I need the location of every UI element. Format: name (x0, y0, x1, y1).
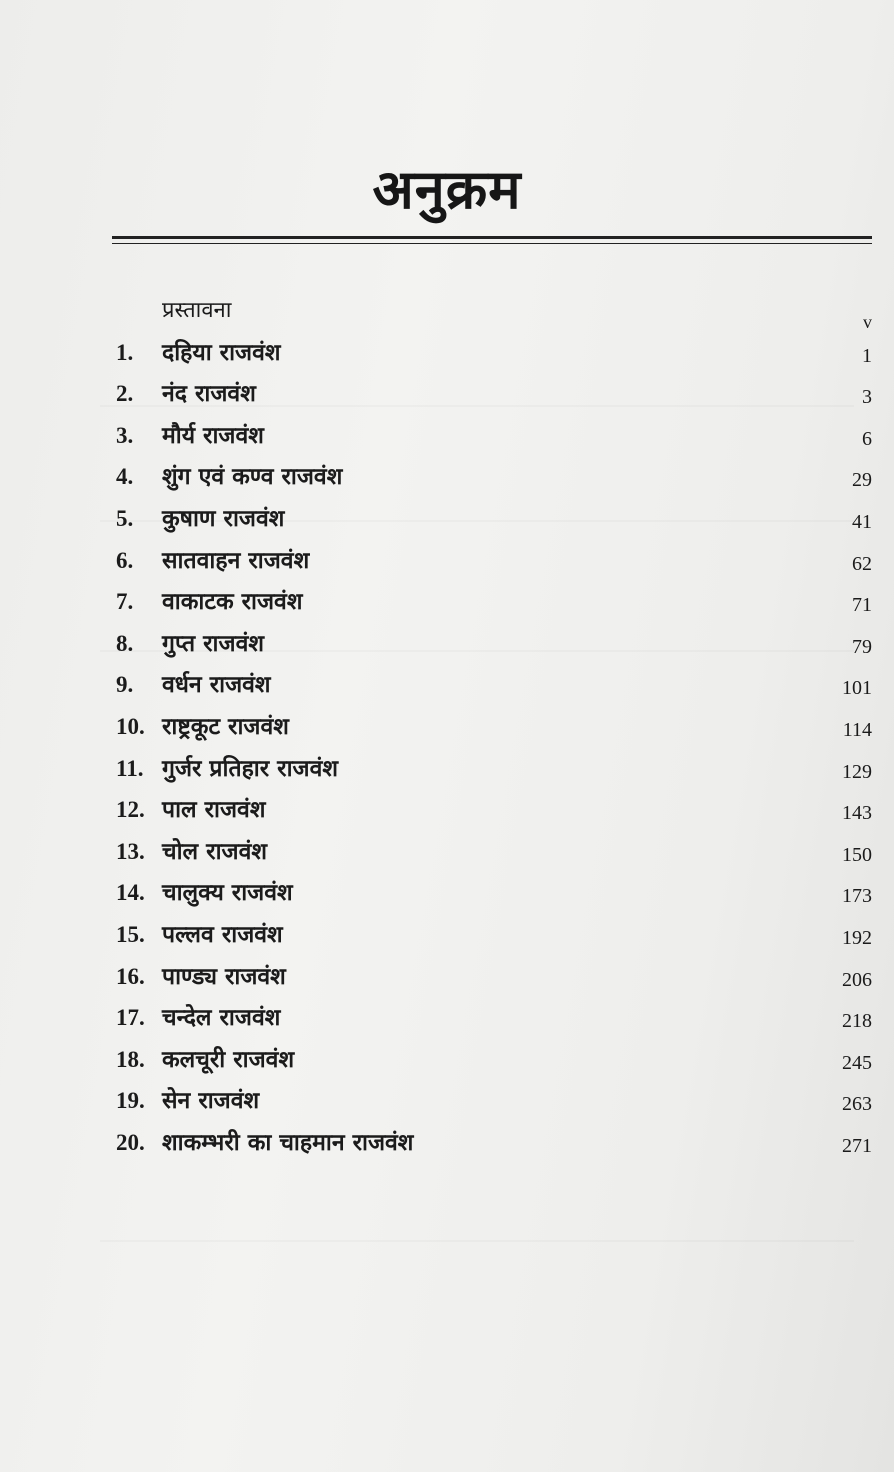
toc-entry-title: गुप्त राजवंश (162, 629, 265, 657)
toc-entry-number: 8. (116, 630, 134, 656)
table-of-contents (112, 290, 878, 1163)
toc-entry[interactable] (112, 581, 878, 623)
toc-entry-page: 3 (862, 386, 872, 409)
toc-entry-title: चोल राजवंश (162, 837, 268, 865)
toc-entry-page: 263 (842, 1093, 872, 1116)
toc-entry-title: शाकम्भरी का चाहमान राजवंश (162, 1128, 414, 1156)
toc-entry-number: 12. (116, 797, 145, 823)
toc-entry[interactable] (112, 373, 878, 415)
toc-entry[interactable] (112, 831, 878, 873)
toc-entry-title: पल्लव राजवंश (162, 920, 283, 948)
toc-entry-page: 218 (842, 1010, 872, 1033)
toc-entry-page: 150 (842, 843, 872, 866)
toc-entry-page: 143 (842, 802, 872, 825)
toc-entry-page: 29 (852, 469, 872, 492)
toc-entry[interactable] (112, 956, 878, 998)
toc-entry-number: 7. (116, 589, 134, 615)
toc-entry[interactable] (112, 789, 878, 831)
toc-entry-page: 173 (842, 885, 872, 908)
toc-entry-page: 114 (842, 718, 872, 741)
toc-entry[interactable] (112, 748, 878, 790)
toc-entry-title: सातवाहन राजवंश (162, 546, 310, 574)
toc-entry-title: पाल राजवंश (162, 796, 266, 824)
toc-entry[interactable] (112, 1122, 878, 1164)
toc-entry-title: कलचूरी राजवंश (162, 1045, 295, 1073)
toc-entry[interactable] (112, 914, 878, 956)
toc-entry[interactable] (112, 332, 878, 374)
toc-entry-number: 15. (116, 921, 145, 947)
toc-entry-number: 20. (116, 1129, 145, 1155)
toc-entry-page: 206 (842, 968, 872, 991)
toc-entry[interactable] (112, 415, 878, 457)
toc-entry-number: 18. (116, 1046, 145, 1072)
toc-entry-page: 71 (852, 594, 872, 617)
toc-entry-number: 14. (116, 880, 145, 906)
toc-entry[interactable] (112, 664, 878, 706)
toc-entry-page: 1 (862, 344, 872, 367)
toc-entry-title: चालुक्य राजवंश (162, 879, 293, 907)
toc-entry-number: 16. (116, 963, 145, 989)
page-title: अनुक्रम (372, 157, 522, 221)
toc-entry-title: सेन राजवंश (162, 1087, 260, 1115)
show-through-mark (100, 1240, 854, 1242)
toc-entry-number: 4. (116, 464, 134, 490)
toc-entry-number: 3. (116, 422, 134, 448)
toc-entry-number: 6. (116, 547, 134, 573)
toc-entry-title: प्रस्तावना (162, 298, 232, 323)
title-rule-thick (112, 236, 872, 239)
toc-entry-page: 271 (842, 1134, 872, 1157)
toc-entry-title: चन्देल राजवंश (162, 1004, 281, 1032)
toc-entry-page: 79 (852, 635, 872, 658)
toc-entry-number: 1. (116, 339, 134, 365)
title-rule-thin (112, 243, 872, 244)
toc-entry-title: पाण्ड्य राजवंश (162, 962, 286, 990)
toc-entry[interactable] (112, 1080, 878, 1122)
toc-entry-number: 11. (116, 755, 144, 781)
toc-entry-page: 129 (842, 760, 872, 783)
toc-entry-title: वाकाटक राजवंश (162, 588, 303, 616)
toc-entry-page: 245 (842, 1051, 872, 1074)
toc-entry-page: 192 (842, 926, 872, 949)
toc-entry-number: 10. (116, 713, 145, 739)
toc-entry-title: शुंग एवं कण्व राजवंश (162, 463, 343, 491)
toc-entry-page: 41 (852, 510, 872, 533)
toc-entry[interactable] (112, 540, 878, 582)
toc-entry[interactable] (112, 456, 878, 498)
toc-entry[interactable] (112, 706, 878, 748)
toc-entry-title: दहिया राजवंश (162, 338, 281, 366)
toc-entry-page: 62 (852, 552, 872, 575)
toc-entry-page: v (863, 312, 872, 332)
toc-entry-page: 101 (842, 677, 872, 700)
toc-entry[interactable] (112, 498, 878, 540)
toc-entry-number: 17. (116, 1005, 145, 1031)
toc-entry[interactable] (112, 872, 878, 914)
toc-entry-number: 2. (116, 381, 134, 407)
toc-entry-title: राष्ट्रकूट राजवंश (162, 712, 289, 740)
toc-entry-preface[interactable] (112, 290, 878, 332)
toc-entry[interactable] (112, 997, 878, 1039)
toc-entry-title: कुषाण राजवंश (162, 504, 285, 532)
toc-entry-title: मौर्य राजवंश (162, 421, 264, 449)
toc-entry-number: 5. (116, 505, 134, 531)
toc-entry-number: 9. (116, 672, 134, 698)
toc-entry-title: वर्धन राजवंश (162, 671, 271, 699)
toc-entry[interactable] (112, 1039, 878, 1081)
toc-entry-page: 6 (862, 427, 872, 450)
toc-entry-title: नंद राजवंश (162, 380, 256, 408)
toc-entry[interactable] (112, 623, 878, 665)
toc-entry-title: गुर्जर प्रतिहार राजवंश (162, 754, 339, 782)
toc-entry-number: 13. (116, 838, 145, 864)
toc-entry-number: 19. (116, 1088, 145, 1114)
